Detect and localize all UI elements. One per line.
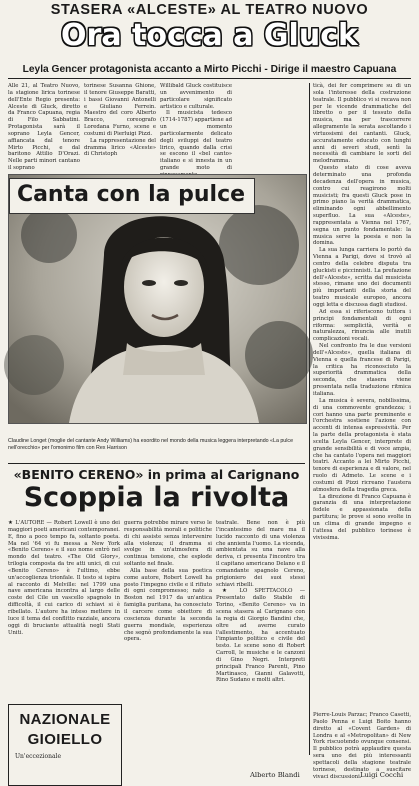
header-rule	[8, 78, 411, 79]
article1-col2-paragraph: La rappresentazione del dramma lirico «Alceste» di Christoph	[84, 137, 156, 158]
advert-title-line2: GIOIELLO	[27, 731, 103, 748]
article2-col2-paragraph: Alla base della sua poetica come autore, Robert Lowell ha posto l'impegno civile e il rifiuto di ogni compromesso; nato a Boston nel 1917 da un'antica famiglia puritana, ha conosciuto il carcere come obiettore di coscienza durante la seconda guerra mondiale, esperienza che segnò profondamente la sua opera.	[124, 567, 212, 643]
photo-caption: Claudine Longet (moglie del cantante Andy Williams) ha esordito nel mondo della musica leggera interpretando «La pulce nell'orecchio» per l'omonimo film con Rex Harrison	[8, 438, 294, 451]
main-headline: Ora tocca a Gluck	[61, 18, 358, 53]
section-rule	[8, 463, 305, 464]
article1-col1-paragraph: Alle 21, al Teatro Nuovo, la stagione lirica torinese dell'Ente Regio presenta: Alceste di Gluck, diretto da Franco Capuana, regia di Filo Sabbatini. Protagonista sarà il soprano Leyla Gencer, affiancata dal tenore Mirto Picchi, e dal baritono Attilio D'Orazi. Nelle parti minori cantano il soprano	[8, 83, 80, 172]
column-divider	[309, 83, 310, 755]
article1-column-1	[8, 83, 80, 171]
kicker-headline: STASERA «ALCESTE» AL TEATRO NUOVO	[50, 2, 369, 18]
article2-col2-paragraph: guerra potrebbe mirare verso le responsabilità morali e politiche di chi assiste senza intervenire alla violenza; il dramma si svolge in un'atmosfera di continua tensione, che esplode soltanto nel finale.	[124, 520, 212, 568]
article1-col2-paragraph: torinese Susanna Ghione, il tenore Giuseppe Baratti, i bassi Giovanni Antonelli e Giuliano Ferrein. Maestro del coro Alberto Bracco, coreografo Loredana Furno, scene e costumi di Pierluigi Pizzi.	[84, 83, 156, 137]
article1-column-3	[160, 83, 232, 171]
article1-column-4	[313, 83, 411, 759]
article1-col4-paragraph: La sua lunga carriera lo portò da Vienna a Parigi, dove si trovò al centro della celebre disputa tra gluckisti e piccinnisti. La prefazione dell'«Alceste», scritta dal musicista stesso, rimane uno dei documenti più importanti della storia del teatro musicale europeo, ancora oggi letta e discussa dagli studiosi.	[313, 247, 411, 308]
advert-box	[8, 704, 122, 786]
article2-column-2	[124, 520, 212, 768]
article2-kicker: «BENITO CERENO» in prima al Carignano	[13, 467, 300, 482]
article2-column-3	[216, 520, 305, 768]
advert-subtitle: Un'eccezionale	[15, 753, 61, 760]
article1-col4-paragraph: La musica è severa, nobilissima, di una commovente grandezza; i cori hanno una parte preminente e l'orchestra sostiene l'azione con accenti di intensa espressività. Per la parte della protagonista è stata scelta Leyla Gencer, interprete di grande sensibilità e di voce ampia, che ha cantato l'opera nei maggiori teatri. Accanto a lei Mirto Picchi, tenore di esperienza e di valore, nel ruolo di Admeto. Le scene e i costumi di Pizzi ricreano l'austera atmosfera della tragedia greca.	[313, 397, 411, 493]
article2-col3-paragraph: ★ LO SPETTACOLO — Presentato dallo Stabile di Torino, «Benito Cereno» va in scena stasera al Carignano con la regia di Giorgio Bandini che, oltre ad averne curato l'allestimento, ha accentuato l'impianto politico e civile del testo. Le scene sono di Robert Carroll, le musiche e le canzoni di Gino Negri. Interpreti principali Franco Parenti, Pino Martinasco, Gianni Galavotti, Rino Sudano e molti altri.	[216, 588, 305, 684]
photo-label: Canta con la pulce	[16, 182, 246, 207]
subheadline-deck: Leyla Gencer protagonista accanto a Mirto Picchi - Dirige il maestro Capuana	[22, 64, 397, 75]
article1-col4-paragraph: Nel confronto fra le due versioni dell'«Alceste», quella italiana di Vienna e quella francese di Parigi, la critica ha riconosciuto la superiorità drammatica della seconda, che stasera viene presentata nella traduzione ritmica italiana.	[313, 343, 411, 397]
byline-article1: Luigi Cocchi	[360, 771, 404, 779]
article1-col4-paragraph: ticà, dei fer comprimere su di un sola l'interesse della costruzione teatrale. Il pubblico vi si recava non per le vicende drammatiche del libretto o per il tessuto della musica, ma per trascorrere allegramente la serata ascoltando i virtuosismi dei cantanti. Gluck, accuratamente educato con lunghi anni di severi studi, sentì la necessità di cambiare le sorti del melodramma.	[313, 83, 411, 165]
article1-col3-paragraph: Il musicista tedesco (1714-1787) appartiene ad un momento particolarmente delicato degli sviluppi del teatro lirico, quando dalla crisi se escono il «bel canto» italiano e si innesta in un grande moto di	[160, 110, 232, 172]
article2-column-1	[8, 520, 120, 700]
article1-col4-paragraph: La direzione di Franco Capuana è garanzia di una interpretazione fedele e appassionata della partitura; le prove si sono svolte in un clima di grande impegno e l'attesa del pubblico torinese è vivissima.	[313, 493, 411, 541]
byline-article2: Alberto Blandi	[250, 771, 300, 779]
advert-title-line1: NAZIONALE	[19, 711, 111, 728]
article1-col4-paragraph: Ad essa si riferiscono tuttora i principi fondamentali di ogni riforma: semplicità, verità e naturalezza, rinuncia alle inutili complicazioni vocali.	[313, 308, 411, 343]
article1-column-2	[84, 83, 156, 171]
article1-col3-paragraph: Willibald Gluck costituisce un avvenimento di particolare significato artistico e culturale.	[160, 83, 232, 110]
article2-col1-paragraph: ★ L'AUTORE — Robert Lowell è uno dei maggiori poeti americani contemporanei. E, fino a poco tempo fa, soltanto poeta. Ma nel '64 vi fu messa a New York «Benito Cereno» e il suo nome entrò nel mondo del teatro. «The Old Glory», trilogia composta da tre atti unici, di cui «Benito Cereno» è l'ultimo, ebbe un'accoglienza trionfale. Il testo si ispira al racconto di Melville: nel 1799 una nave americana incontra al largo delle coste del Cile un vascello spagnolo in difficoltà, il cui carico di schiavi si è ribellato. L'autore ha inteso mettere in luce il tema del conflitto razziale, ancora oggi di bruciante attualità negli Stati Uniti.	[8, 520, 120, 636]
article2-headline: Scoppia la rivolta	[23, 482, 290, 513]
article2-col4-paragraph: Pierre-Louis Parzac; Franco Casetti, Paolo Penna e Luigi Boito hanno diretto al «Covent Garden» di Londra e al «Metropolitan» di New York riscuotendo ovunque consensi. Il pubblico potrà applaudire questa sera uno dei più interessanti spettacoli della stagione teatrale torinese, destinato a suscitare vivaci discussioni.	[313, 712, 411, 780]
article1-col4-paragraph: Questo stato di cose aveva determinato una profonda decadenza dell'opera in musica, contro cui reagirono molti musicisti; fra questi Gluck pose in primo piano la verità drammatica, eliminando ogni abbellimento superfluo. La sua «Alceste», rappresentata a Vienna nel 1767, segna un punto fondamentale: la musica serve la poesia e non la domina.	[313, 165, 411, 247]
article2-col3-paragraph: teatrale. Bene non è più l'incantesimo del mare ma il lucido racconto di una violenza che annienta l'uomo. La vicenda, ambientata su una nave alla deriva, ci presenta l'incontro tra il capitano americano Delano e il comandante spagnolo Cereno, prigioniero dei suoi stessi schiavi ribelli.	[216, 520, 305, 588]
